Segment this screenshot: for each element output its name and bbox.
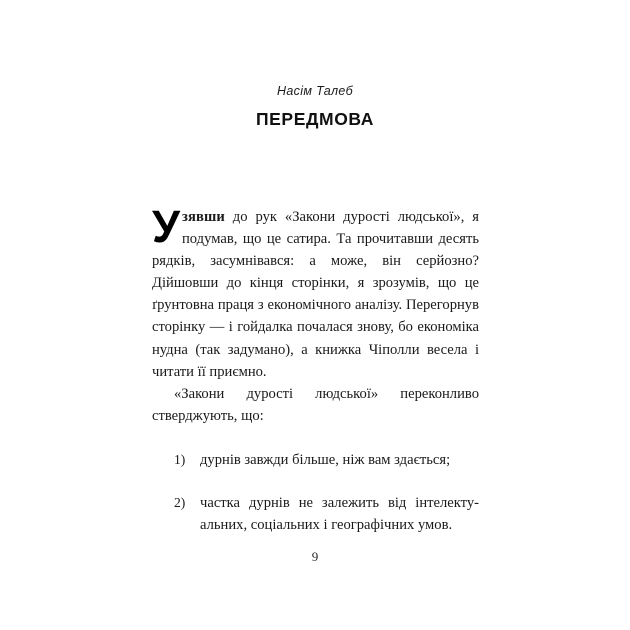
chapter-header	[0, 84, 630, 130]
author-name: Насім Талеб	[276, 84, 354, 98]
list-item	[152, 449, 479, 471]
paragraph-opening-text: до рук «Закони дурості людської», я подумав, що це сатира. Та прочитавши десять рядків, засумнівався: а може, він серйозно? Дійшовши до кінця сторінки, я зрозумів, що це ґрунтовна праця з економічного аналізу. Перегорнув сторінку — і гойдалка почалася знову, бо економіка нудна (так задумано), а книжка Чіполли весела і читати її приємно.	[152, 209, 479, 380]
page-number: 9	[311, 549, 319, 564]
paragraph-second: «Закони дурості людської» переконливо стверджують, що:	[152, 385, 479, 424]
lead-bold-text: зявши	[182, 209, 225, 225]
drop-cap: У	[152, 201, 179, 252]
list-item-text: дурнів завжди більше, ніж вам здається;	[200, 451, 451, 468]
text-column	[152, 201, 479, 536]
list-item	[152, 492, 479, 536]
paragraph-opening	[152, 201, 479, 383]
list-item-marker: 1)	[174, 451, 186, 467]
chapter-title: ПЕРЕДМОВА	[255, 109, 375, 129]
list-item-text: частка дурнів не залежить від інтелектуальних, соціальних і географічних умов.	[200, 495, 479, 534]
list-item-marker: 2)	[174, 495, 186, 511]
numbered-list	[152, 449, 479, 536]
